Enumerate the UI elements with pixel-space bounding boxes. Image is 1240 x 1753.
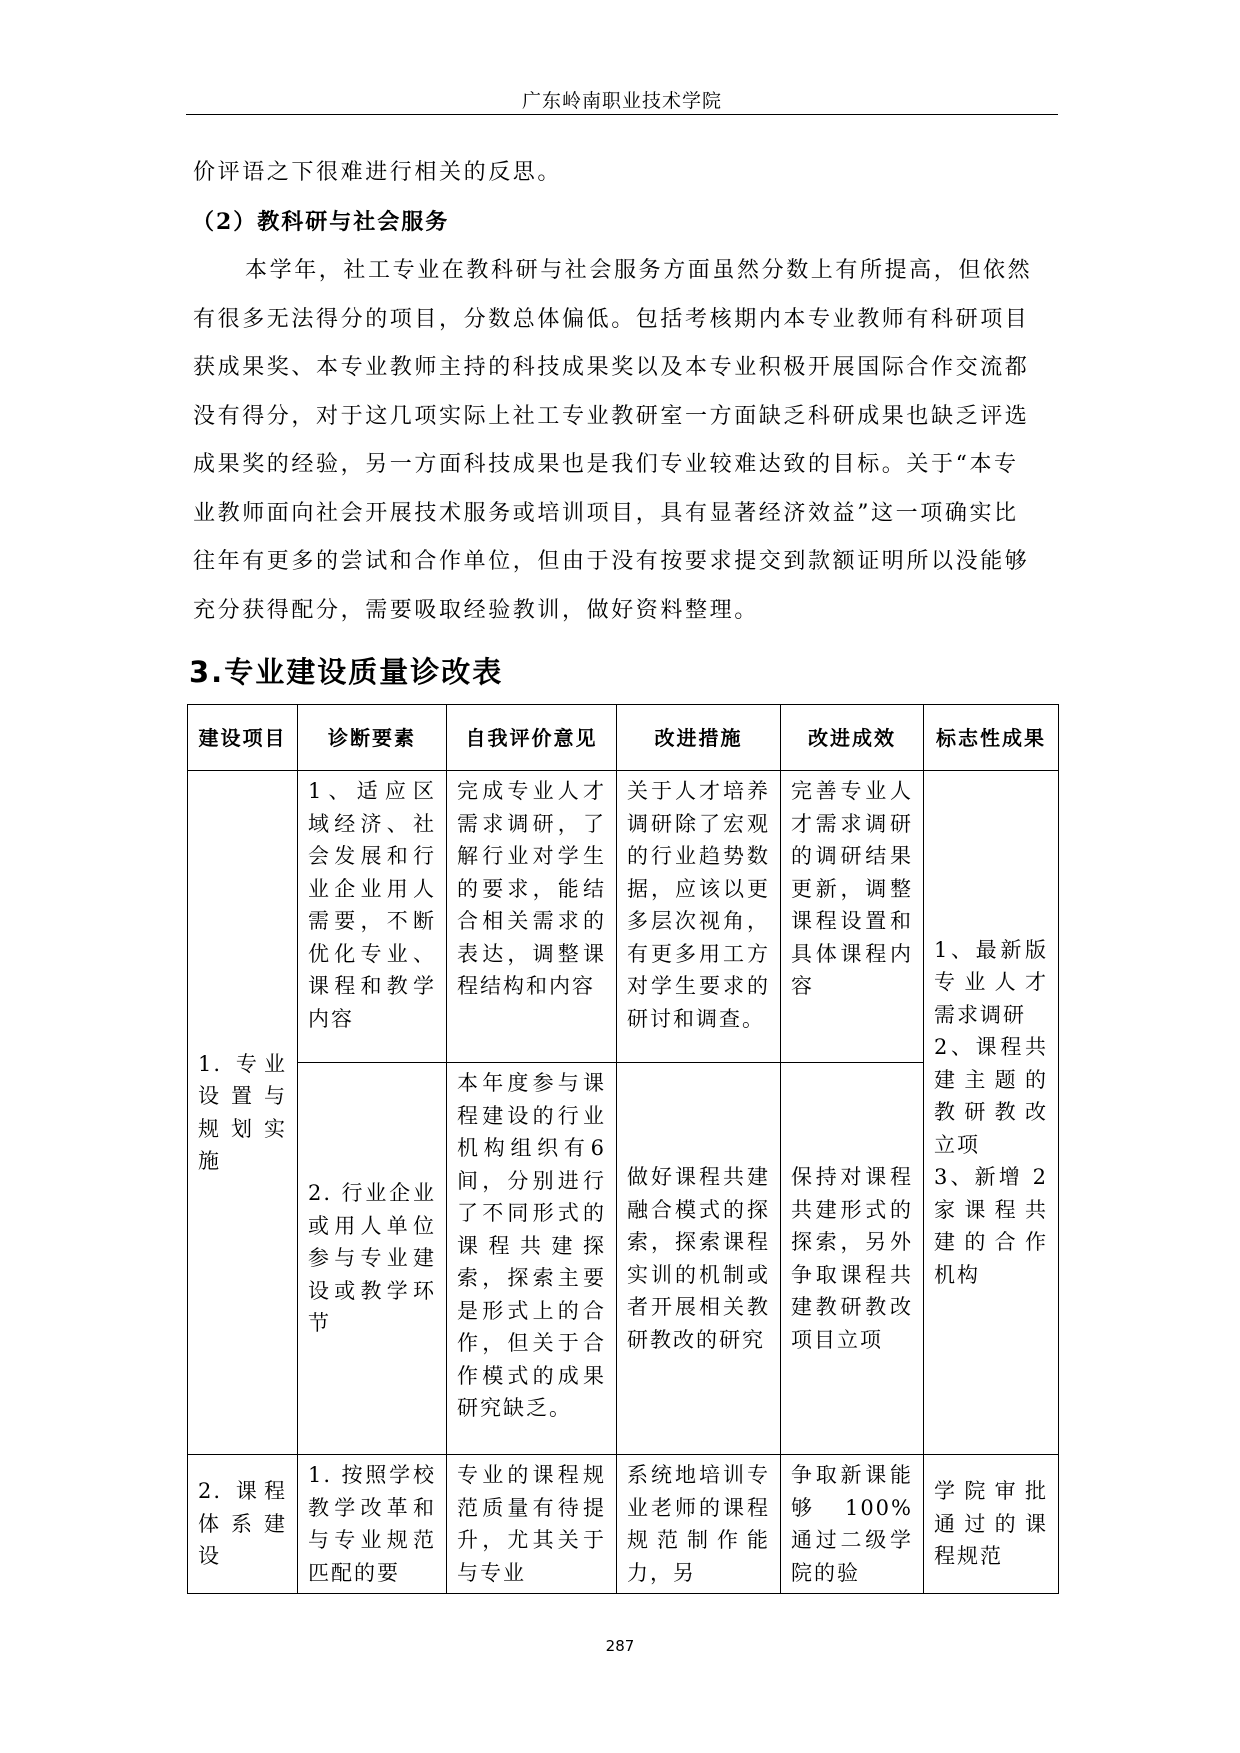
effect-cell: 争取新课能够 100% 通过二级学院的验 xyxy=(781,1455,924,1594)
element-cell: 1、适应区域经济、社会发展和行业企业用人需要，不断优化专业、课程和教学内容 xyxy=(298,771,447,1063)
measures-cell: 关于人才培养调研除了宏观的行业趋势数据，应该以更多层次视角，有更多用工方对学生要求的研讨和调查。 xyxy=(617,771,781,1063)
element-cell: 2. 行业企业或用人单位参与专业建设或教学环节 xyxy=(298,1063,447,1455)
section-heading: （2）教科研与社会服务 xyxy=(192,209,450,235)
header-cell: 标志性成果 xyxy=(924,705,1059,771)
header-cell: 改进措施 xyxy=(617,705,781,771)
page-header: 广东岭南职业技术学院 xyxy=(521,90,722,112)
table-heading: 3.专业建设质量诊改表 xyxy=(189,655,504,689)
table-header-row xyxy=(188,705,1059,771)
header-cell: 改进成效 xyxy=(781,705,924,771)
project-cell: 2. 课程体系建设 xyxy=(188,1455,298,1594)
continuation-text: 价评语之下很难进行相关的反思。 xyxy=(193,160,563,185)
evaluation-cell: 专业的课程规范质量有待提升，尤其关于与专业 xyxy=(447,1455,617,1594)
page-number: 287 xyxy=(605,1637,635,1655)
project-cell: 1. 专业设置与规划实施 xyxy=(188,771,298,1455)
header-cell: 诊断要素 xyxy=(298,705,447,771)
evaluation-cell: 完成专业人才需求调研，了解行业对学生的要求，能结合相关需求的表达，调整课程结构和内容 xyxy=(447,771,617,1063)
diagnosis-table xyxy=(187,704,1059,1594)
achievement-cell: 学院审批通过的课程规范 xyxy=(924,1455,1059,1594)
effect-cell: 完善专业人才需求调研的调研结果更新，调整课程设置和具体课程内容 xyxy=(781,771,924,1063)
body-paragraph: 本学年，社工专业在教科研与社会服务方面虽然分数上有所提高，但依然有很多无法得分的项目，分数总体偏低。包括考核期内本专业教师有科研项目获成果奖、本专业教师主持的科技成果奖以及本专业积极开展国际合作交流都没有得分，对于这几项实际上社工专业教研室一方面缺乏科研成果也缺乏评选成果奖的经验，另一方面科技成果也是我们专业较难达致的目标。关于“本专业教师面向社会开展技术服务或培训项目，具有显著经济效益”这一项确实比往年有更多的尝试和合作单位，但由于没有按要求提交到款额证明所以没能够充分获得配分，需要吸取经验教训，做好资料整理。 xyxy=(193,258,1033,623)
evaluation-cell: 本年度参与课程建设的行业机构组织有6间，分别进行了不同形式的课程共建探索，探索主要是形式上的合作，但关于合作模式的成果研究缺乏。 xyxy=(447,1063,617,1455)
element-cell: 1. 按照学校教学改革和与专业规范匹配的要 xyxy=(298,1455,447,1594)
header-rule xyxy=(186,114,1058,115)
measures-cell: 做好课程共建融合模式的探索，探索课程实训的机制或者开展相关教研教改的研究 xyxy=(617,1063,781,1455)
measures-cell: 系统地培训专业老师的课程规范制作能力，另 xyxy=(617,1455,781,1594)
achievement-cell: 1、最新版专业人才需求调研 2、课程共建主题的教研教改立项 3、新增 2 家课程共建的合作机构 xyxy=(924,771,1059,1455)
effect-cell: 保持对课程共建形式的探索，另外争取课程共建教研教改项目立项 xyxy=(781,1063,924,1455)
table-row xyxy=(188,771,1059,1063)
table-row xyxy=(188,1455,1059,1594)
header-cell: 自我评价意见 xyxy=(447,705,617,771)
header-cell: 建设项目 xyxy=(188,705,298,771)
